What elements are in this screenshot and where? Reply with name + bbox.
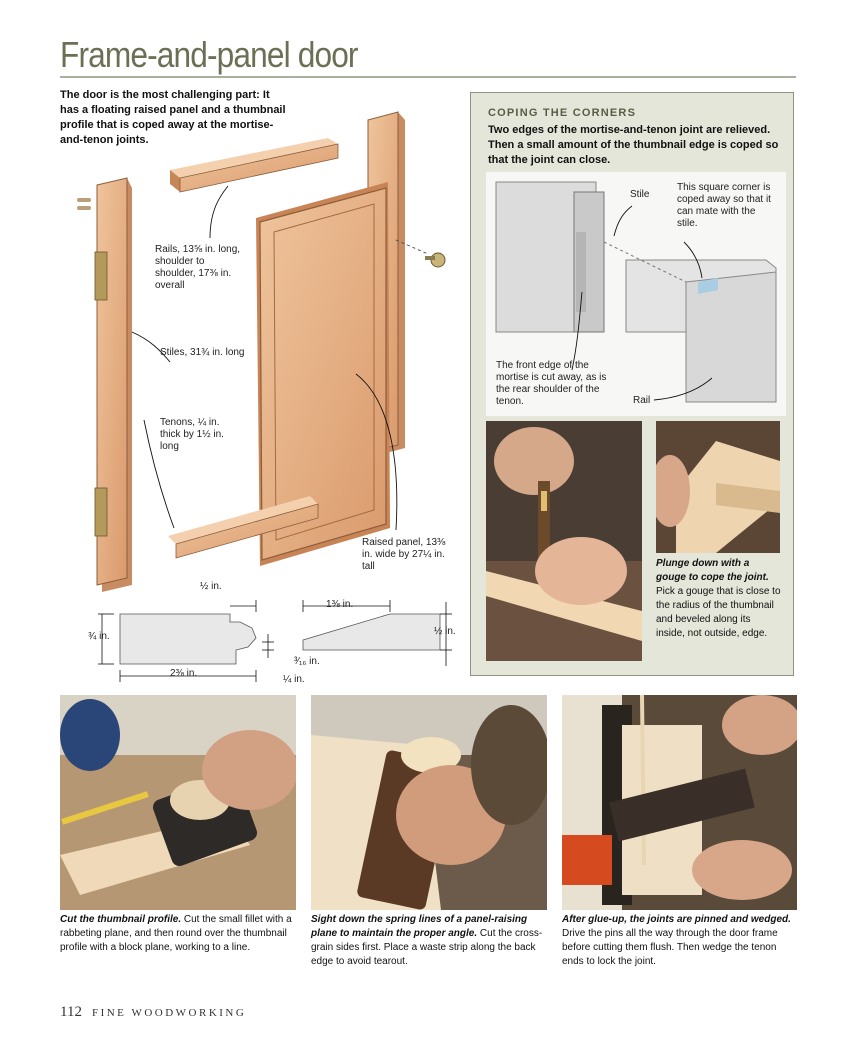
gouge-photo-2 bbox=[656, 421, 780, 553]
plunge-caption-bold: Plunge down with a gouge to cope the joint. bbox=[656, 558, 769, 583]
pins bbox=[77, 198, 91, 210]
plunge-caption bbox=[656, 557, 782, 641]
panel-label: Raised panel, 13⅜ in. wide by 27¼ in. tall bbox=[362, 537, 446, 572]
magazine-name: FINE WOODWORKING bbox=[91, 1007, 247, 1019]
dim-half-top: ½ in. bbox=[200, 581, 222, 592]
caption-1 bbox=[60, 913, 296, 955]
plunge-caption-text: Pick a gouge that is close to the radius of the thumbnail and beveled along its inside, not outside, edge. bbox=[656, 586, 781, 639]
rails-label: Rails, 13⅝ in. long, shoulder to shoulder, 17⅜ in. overall bbox=[155, 244, 241, 291]
sidebar-heading: COPING THE CORNERS bbox=[488, 107, 637, 119]
corner-label: This square corner is coped away so that it can mate with the stile. bbox=[677, 182, 771, 229]
sidebar-text: Two edges of the mortise-and-tenon joint are relieved. Then a small amount of the thumbnail edge is coped so that the joint can close. bbox=[488, 124, 779, 166]
caption-2-bold: Sight down the spring lines of a panel-raising plane to maintain the proper angle. bbox=[311, 914, 528, 939]
caption-2-text: Cut the cross-grain sides first. Place a waste strip along the back edge to avoid tearout. bbox=[311, 928, 543, 967]
caption-2 bbox=[311, 913, 547, 969]
title-rule bbox=[60, 76, 796, 78]
caption-3-bold: After glue-up, the joints are pinned and wedged. bbox=[562, 914, 791, 925]
caption-3 bbox=[562, 913, 797, 969]
caption-1-text: Cut the small fillet with a rabbeting plane, and then round over the thumbnail profile with a block plane, working to a line. bbox=[60, 914, 292, 953]
dim-three-quarter: ¾ in. bbox=[88, 631, 110, 642]
dim-quarter: ¼ in. bbox=[283, 674, 305, 685]
caption-1-bold: Cut the thumbnail profile. bbox=[60, 914, 182, 925]
stile-label: Stile bbox=[630, 189, 650, 200]
front-edge-label: The front edge of the mortise is cut away, as is the rear shoulder of the tenon. bbox=[496, 360, 607, 407]
page-number: 112 bbox=[60, 1004, 82, 1020]
rail-label: Rail bbox=[633, 395, 651, 406]
dim-three-sixteenths: ³⁄₁₆ in. bbox=[294, 656, 320, 667]
tenons-label: Tenons, ¼ in. thick by 1½ in. long bbox=[160, 417, 224, 452]
photo-pins-wedges bbox=[562, 695, 797, 910]
page-title: Frame-and-panel door bbox=[60, 34, 358, 75]
dim-one-three-eighths: 1⅜ in. bbox=[326, 599, 354, 610]
caption-3-text: Drive the pins all the way through the door frame before cutting them flush. Then wedge the tenon ends to lock the joint. bbox=[562, 928, 778, 967]
photo-panel-raising bbox=[311, 695, 547, 910]
dim-half-right: ½ in. bbox=[434, 626, 456, 637]
photo-thumbnail-profile bbox=[60, 695, 296, 910]
left-stile bbox=[95, 178, 132, 592]
dim-two-three-eighths: 2⅜ in. bbox=[170, 668, 198, 679]
gouge-photo-1 bbox=[486, 421, 642, 661]
page-footer bbox=[60, 1004, 246, 1021]
top-rail bbox=[170, 138, 338, 192]
intro-text: The door is the most challenging part: It has a floating raised panel and a thumbnail profile that is coped away at the mortise-and-tenon joints. bbox=[60, 89, 286, 146]
stiles-label: Stiles, 31¾ in. long bbox=[160, 347, 245, 358]
profile-diagram bbox=[90, 592, 470, 692]
